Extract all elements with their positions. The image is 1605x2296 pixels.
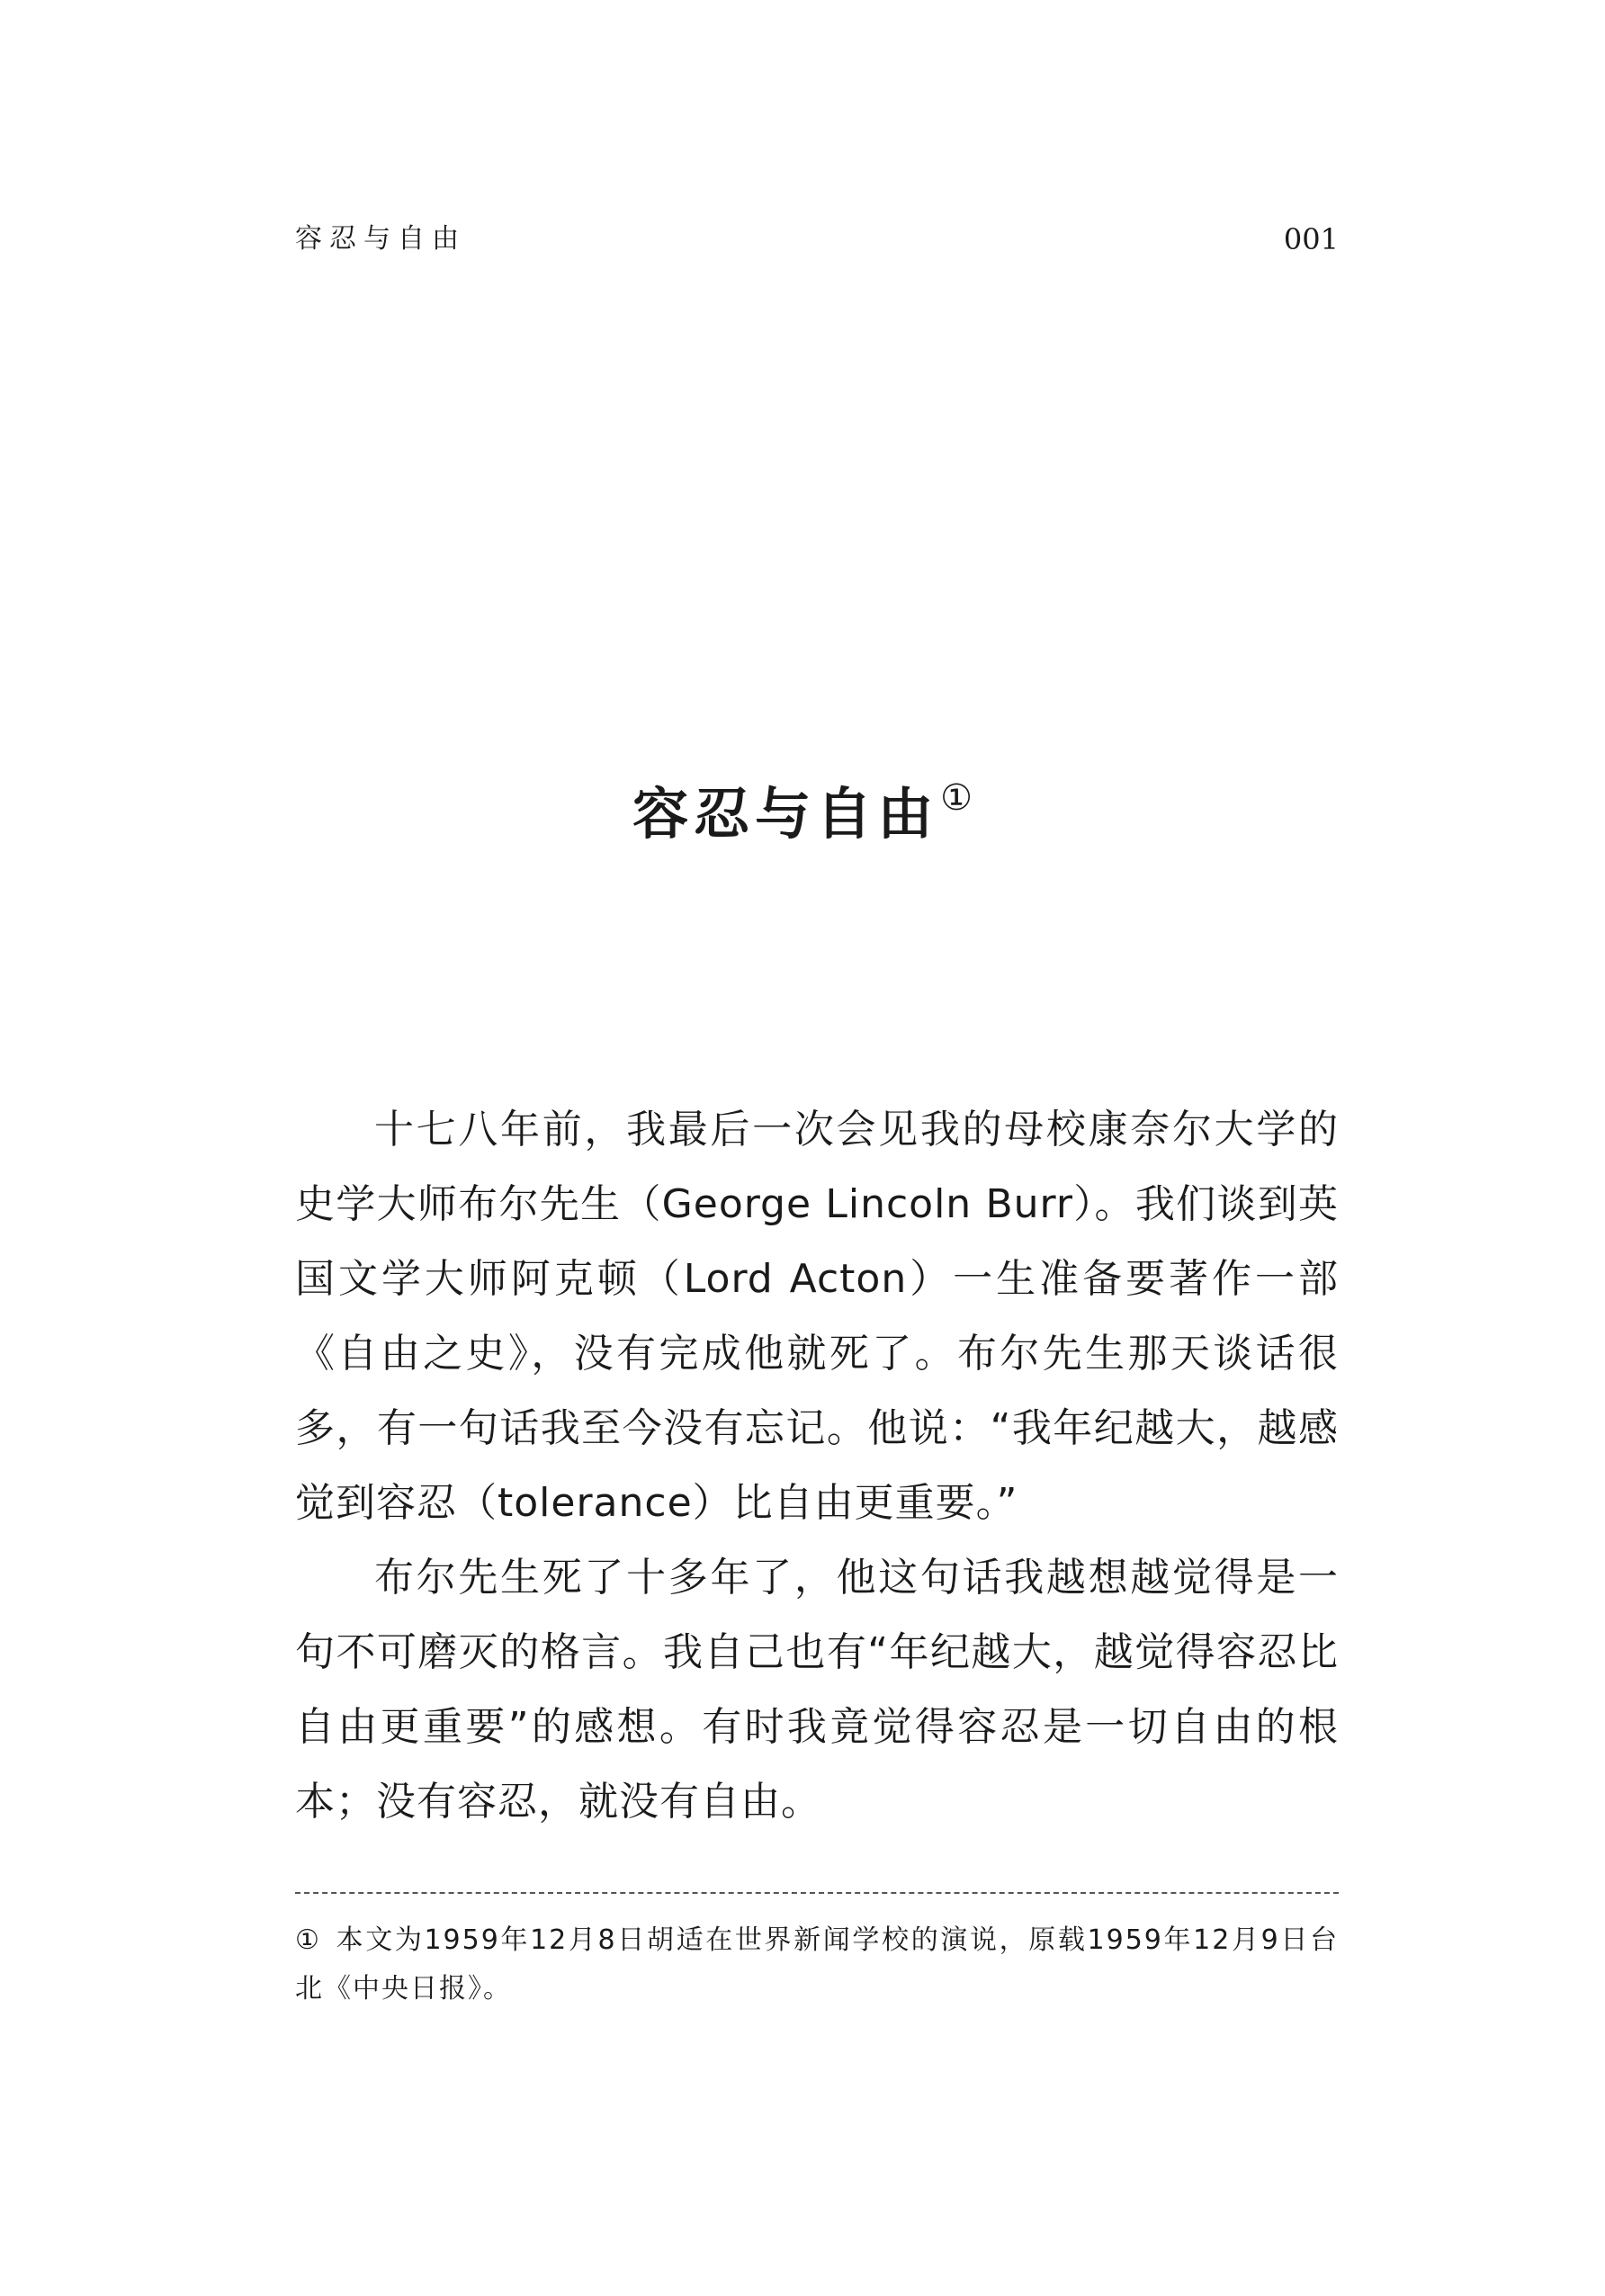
article-title-block — [0, 758, 1605, 855]
paragraph: 布尔先生死了十多年了，他这句话我越想越觉得是一句不可磨灭的格言。我自己也有“年纪越大，越觉得容忍比自由更重要”的感想。有时我竟觉得容忍是一切自由的根本；没有容忍，就没有自由。 — [295, 1555, 1339, 1825]
running-header — [295, 212, 1339, 266]
page-number: 001 — [1283, 222, 1339, 256]
footnote — [295, 1916, 1339, 2013]
footnote-marker: ① — [295, 1924, 322, 1956]
paragraph: 十七八年前，我最后一次会见我的母校康奈尔大学的史学大师布尔先生（George Lincoln Burr）。我们谈到英国文学大师阿克顿（Lord Acton）一生准备要著作一部《自由之史》，没有完成他就死了。布尔先生那天谈话很多，有一句话我至今没有忘记。他说：“我年纪越大，越感觉到容忍（tolerance）比自由更重要。” — [295, 1107, 1339, 1526]
running-title: 容忍与自由 — [295, 223, 466, 255]
title-footnote-marker[interactable]: ① — [940, 776, 973, 819]
footnote-text: 本文为1959年12月8日胡适在世界新闻学校的演说，原载1959年12月9日台北《中央日报》。 — [295, 1924, 1339, 2005]
article-title: 容忍与自由 — [632, 780, 939, 847]
footnote-divider — [295, 1892, 1339, 1894]
article-body — [295, 1092, 1339, 1839]
